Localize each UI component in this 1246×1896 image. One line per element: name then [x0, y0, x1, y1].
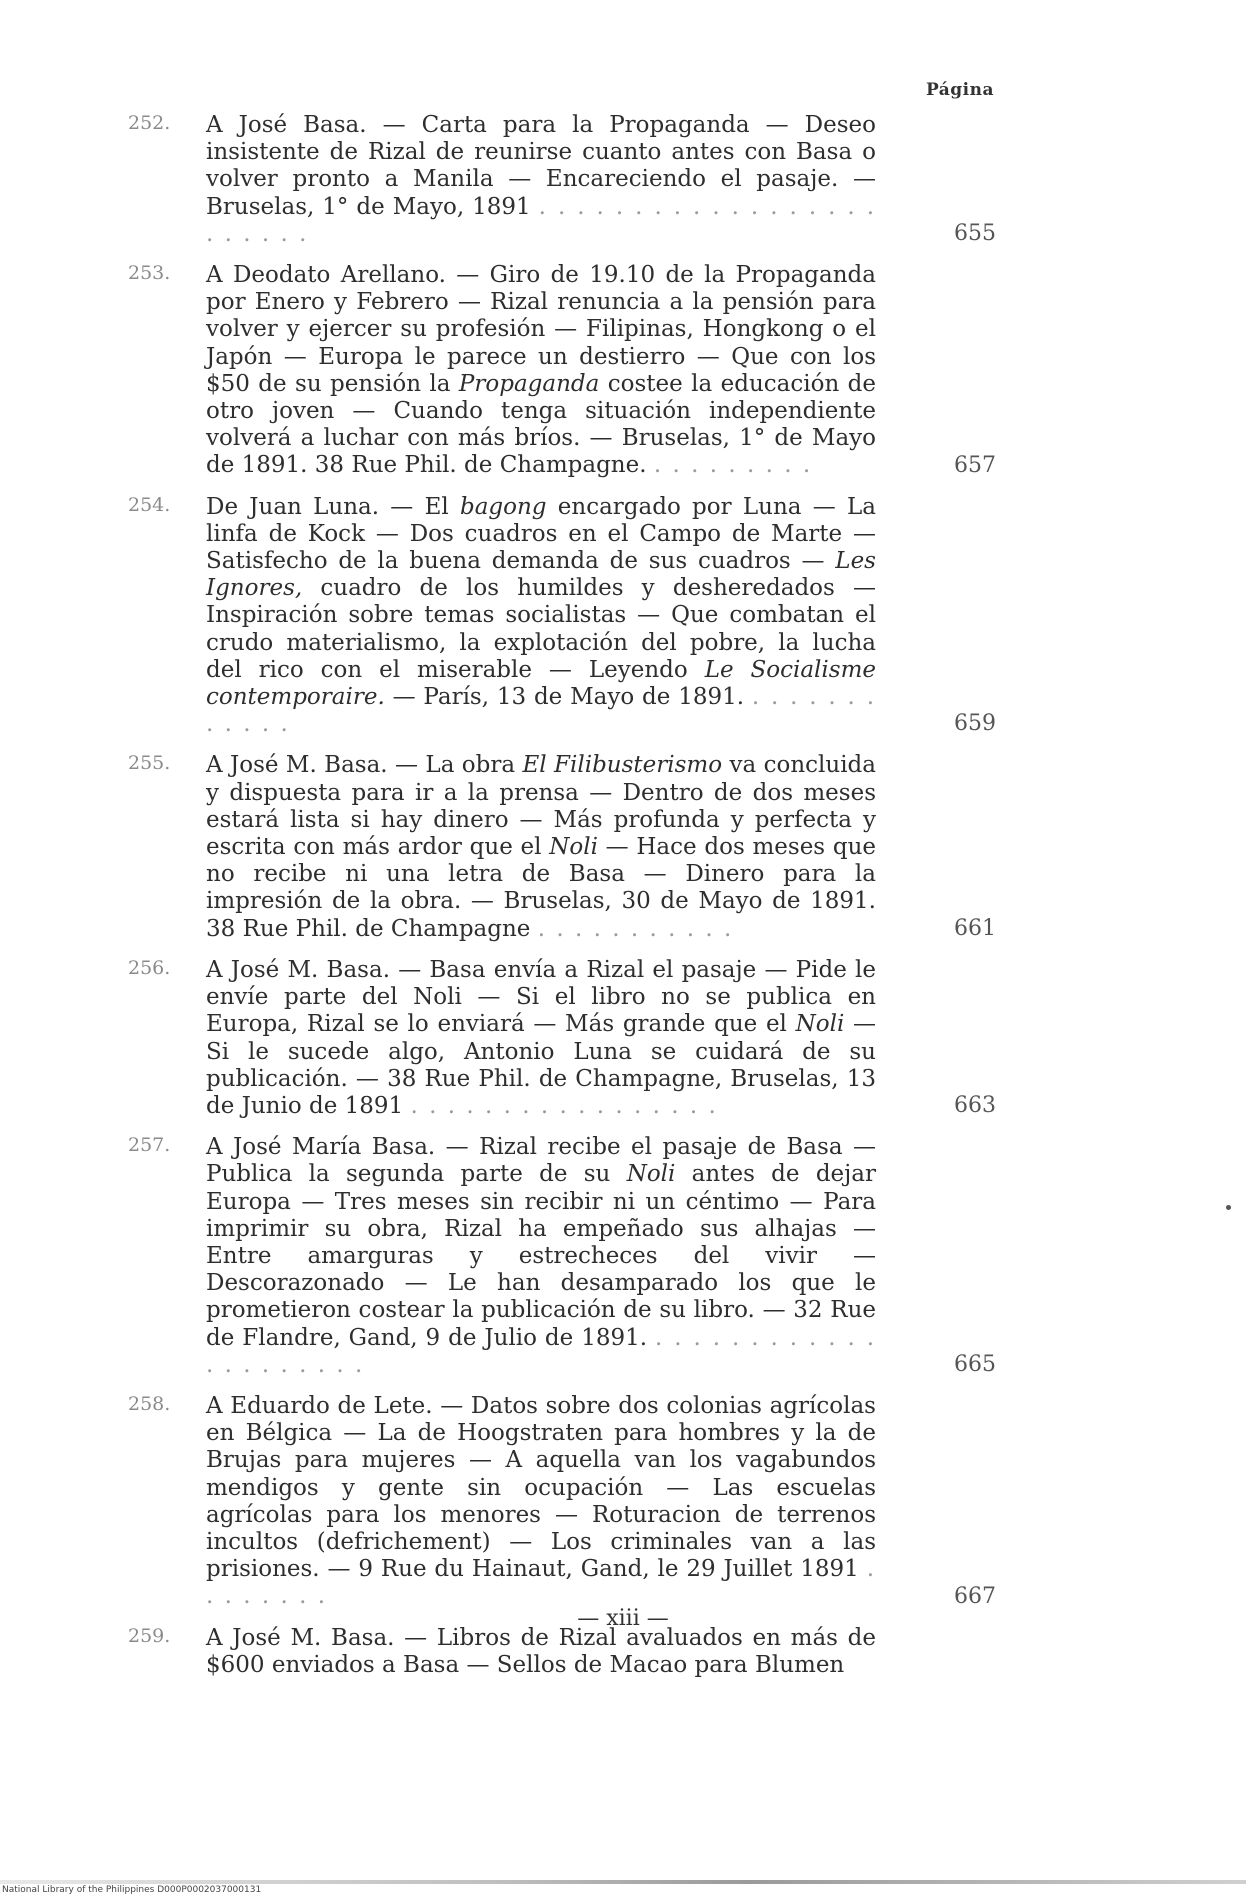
library-credit: National Library of the Philippines D000P0002037000131: [2, 1885, 262, 1895]
entry-text: A José Basa. — Carta para la Propaganda — Deseo insistente de Rizal de reunirse cuanto antes con Basa o volver pronto a Manila — Encareciendo el pasaje. — Bruselas, 1° de Mayo, 1891 . . . . . . . . . . . . . . . . . . . . . . . .: [206, 112, 877, 247]
entry-number: 259.: [128, 1624, 171, 1647]
entry-text: A José M. Basa. — Libros de Rizal avaluados en más de $600 enviados a Basa — Sellos de Macao para Blumen: [206, 1624, 876, 1678]
entry-text: A Eduardo de Lete. — Datos sobre dos colonias agrícolas en Bélgica — La de Hoogstraten para hombres y la de Brujas para mujeres — A aquella van los vagabundos mendigos y gente sin ocupación — Las escuelas agrícolas para los menores — Roturacion de terrenos incultos (defrichement) — Los criminales van a las prisiones. — 9 Rue du Hainaut, Gand, le 29 Juillet 1891 . . . . . . . .: [206, 1392, 876, 1610]
entry-page-number: 665: [954, 1351, 996, 1377]
toc-entry: [128, 752, 996, 942]
entry-page-number: 655: [954, 221, 996, 247]
toc-entry: [128, 1134, 996, 1379]
scan-speck: [1226, 1205, 1231, 1210]
entry-number: 254.: [128, 493, 171, 516]
entry-page-number: 659: [954, 711, 996, 737]
table-of-contents: [128, 112, 996, 1693]
entry-page-number: 661: [954, 915, 996, 941]
dot-leaders: . . . . . . . .: [206, 1556, 876, 1610]
toc-entry: [128, 1625, 996, 1679]
dot-leaders: . . . . . . . . . . .: [537, 915, 734, 942]
entry-number: 255.: [128, 752, 171, 775]
dot-leaders: . . . . . . . . . . . . . . . . . . . . .: [206, 1324, 877, 1378]
toc-entry: [128, 1393, 996, 1611]
scan-edge-rule: [0, 1880, 1246, 1884]
dot-leaders: . . . . . . . . . . . . . . . . .: [410, 1092, 718, 1119]
toc-entry: [128, 957, 996, 1120]
dot-leaders: . . . . . . . . . . . .: [206, 684, 876, 738]
entry-text: A José M. Basa. — Basa envía a Rizal el pasaje — Pide le envíe parte del Noli — Si el libro no se publica en Europa, Rizal se lo enviará — Más grande que el Noli — Si le sucede algo, Antonio Luna se cuidará de su publicación. — 38 Rue Phil. de Champagne, Bruselas, 13 de Junio de 1891 . . . . . . . . . . . . . . . . .: [206, 956, 876, 1119]
toc-entry: [128, 112, 996, 248]
toc-entry: [128, 494, 996, 739]
folio-page-number: — xiii —: [577, 1606, 669, 1631]
entry-number: 256.: [128, 956, 171, 979]
page-column-header: Página: [925, 80, 994, 100]
dot-leaders: . . . . . . . . .: [653, 452, 813, 479]
entry-page-number: 667: [954, 1583, 996, 1609]
entry-page-number: 657: [954, 452, 996, 478]
entry-text: De Juan Luna. — El bagong encargado por Luna — La linfa de Kock — Dos cuadros en el Campo de Marte — Satisfecho de la buena demanda de sus cuadros — Les Ignores, cuadro de los humildes y desheredados — Inspiración sobre temas socialistas — Que combatan el crudo materialismo, la explotación del pobre, la lucha del rico con el miserable — Leyendo Le Socialisme contemporaire. — París, 13 de Mayo de 1891. . . . . . . . . . . . .: [206, 493, 876, 738]
entry-text: A Deodato Arellano. — Giro de 19.10 de la Propaganda por Enero y Febrero — Rizal renuncia a la pensión para volver y ejercer su profesión — Filipinas, Hongkong o el Japón — Europa le parece un destierro — Que con los $50 de su pensión la Propaganda costee la educación de otro joven — Cuando tenga situación independiente volverá a luchar con más bríos. — Bruselas, 1° de Mayo de 1891. 38 Rue Phil. de Champagne. . . . . . . . . .: [206, 262, 876, 479]
toc-entry: [128, 262, 996, 480]
entry-text: A José M. Basa. — La obra El Filibusterismo va concluida y dispuesta para ir a la prensa — Dentro de dos meses estará lista si hay dinero — Más profunda y perfecta y escrita con más ardor que el Noli — Hace dos meses que no recibe ni una letra de Basa — Dinero para la impresión de la obra. — Bruselas, 30 de Mayo de 1891. 38 Rue Phil. de Champagne . . . . . . . . . . .: [206, 752, 876, 942]
entry-number: 258.: [128, 1392, 171, 1415]
entry-text: A José María Basa. — Rizal recibe el pasaje de Basa — Publica la segunda parte de su Noli antes de dejar Europa — Tres meses sin recibir ni un céntimo — Para imprimir su obra, Rizal ha empeñado sus alhajas — Entre amarguras y estrecheces del vivir — Descorazonado — Le han desamparado los que le prometieron costear la publicación de su libro. — 32 Rue de Flandre, Gand, 9 de Julio de 1891. . . . . . . . . . . . . . . . . . . . . .: [206, 1134, 877, 1378]
entry-number: 257.: [128, 1134, 171, 1157]
dot-leaders: . . . . . . . . . . . . . . . . . . . . . . . .: [206, 193, 877, 247]
entry-number: 252.: [128, 112, 171, 134]
entry-number: 253.: [128, 262, 171, 285]
entry-page-number: 663: [954, 1093, 996, 1119]
